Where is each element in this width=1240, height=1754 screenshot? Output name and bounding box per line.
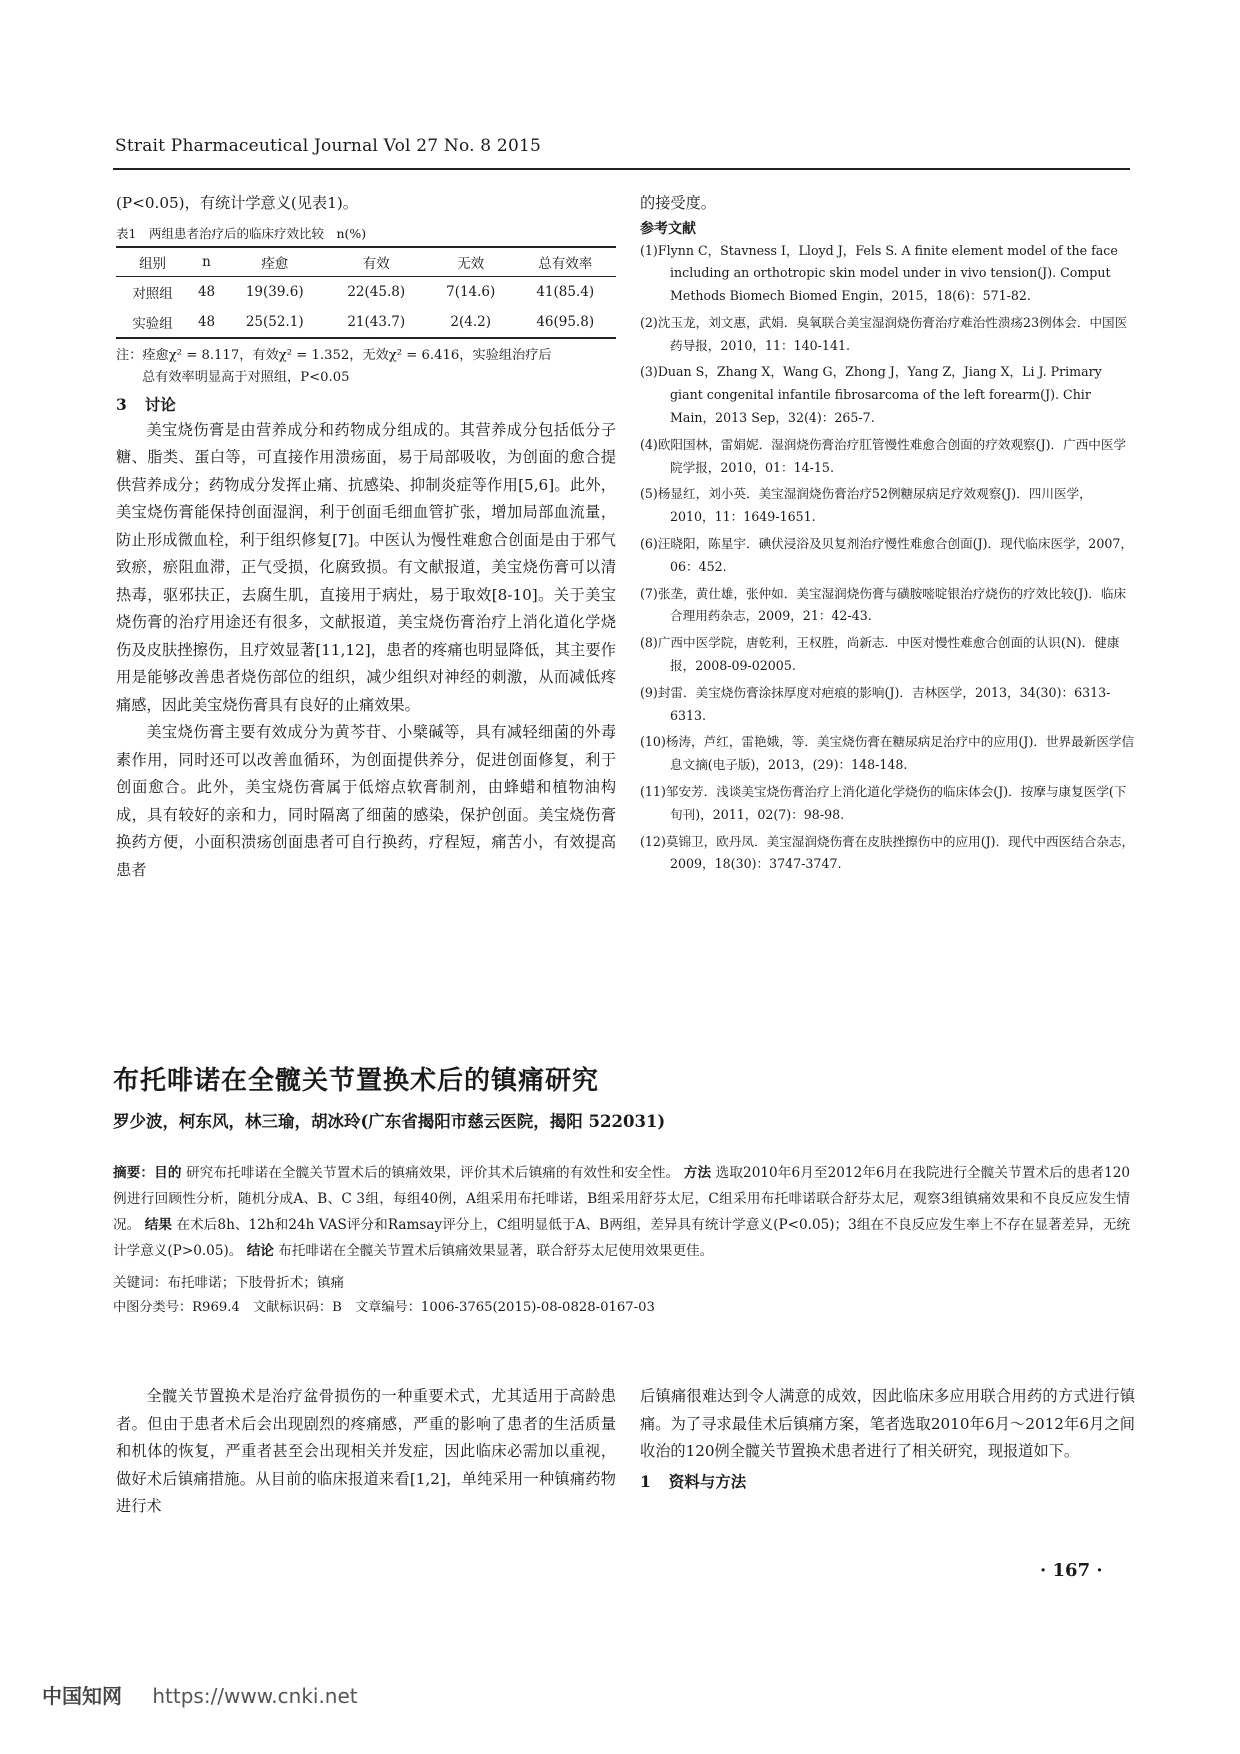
discussion-paragraph: 美宝烧伤膏主要有效成分为黄芩苷、小檗碱等，具有减轻细菌的外毒素作用，同时还可以改善血循环，为创面提供养分，促进创面修复，利于创面愈合。此外，美宝烧伤膏属于低熔点软膏制剂，由蜂蜡和植物油构成，具有较好的亲和力，同时隔离了细菌的感染，保护创面。美宝烧伤膏换药方便，小面积溃疡创面患者可自行换药，疗程短，痛苦小，有效提高患者 — [116, 723, 616, 879]
footer-watermark — [42, 1680, 358, 1709]
abstract-result: 在术后8h、12h和24h VAS评分和Ramsay评分上，C组明显低于A、B两组，差异具有统计学意义(P<0.05)；3组在不良反应发生率上不存在显著差异，无统计学意义(P>0.05)。 — [113, 1217, 1131, 1259]
abstract-method: 选取2010年6月至2012年6月在我院进行全髋关节置术后的患者120例进行回顾性分析，随机分成A、B、C 3组，每组40例，A组采用布托啡诺，B组采用舒芬太尼，C组采用布托啡诺联合舒芬太尼，观察3组镇痛效果和不良反应发生情况。 — [113, 1165, 1131, 1233]
reference-item: (11)邹安芳．浅谈美宝烧伤膏治疗上消化道化学烧伤的临床体会(J)．按摩与康复医学(下旬刊)，2011，02(7)：98-98. — [640, 784, 1127, 822]
table-header-cell: 总有效率 — [514, 247, 616, 277]
cnki-url[interactable]: https://www.cnki.net — [152, 1684, 358, 1708]
cnki-logo: 中国知网 — [42, 1684, 122, 1708]
page-number: · 167 · — [1040, 1560, 1103, 1581]
table-cell: 对照组 — [132, 285, 173, 302]
reference-item: (7)张垄，黄仕雄，张仲如．美宝湿润烧伤膏与磺胺嘧啶银治疗烧伤的疗效比较(J)．临床合理用药杂志，2009，21：42-43. — [640, 585, 1127, 624]
references-title: 参考文献 — [640, 220, 696, 237]
header-rule — [113, 168, 1130, 170]
table-cell: 41(85.4) — [536, 283, 595, 300]
reference-item: (3)Duan S，Zhang X，Wang G，Zhong J，Yang Z，Jiang X，Li J. Primary giant congenital infantile fibrosarcoma of the left forearm(J). Chir Main，2013 Sep，32(4)：265-7. — [640, 364, 1102, 426]
discussion-paragraph: 美宝烧伤膏是由营养成分和药物成分组成的。其营养成分包括低分子糖、脂类、蛋白等，可直接作用溃疡面，易于局部吸收，为创面的愈合提供营养成分；药物成分发挥止痛、抗感染、抑制炎症等作用[5,6]。此外，美宝烧伤膏能保持创面湿润，利于创面毛细血管扩张，增加局部血流量，防止形成微血栓，利于组织修复[7]。中医认为慢性难愈合创面是由于邪气致瘀，瘀阻血滞，正气受损，化腐致损。有文献报道，美宝烧伤膏可以清热毒，驱邪扶正，去腐生肌，直接用于病灶，易于取效[8-10]。关于美宝烧伤膏的治疗用途还有很多，文献报道，美宝烧伤膏治疗上消化道化学烧伤及皮肤挫擦伤，且疗效显著[11,12]，患者的疼痛也明显降低，其主要作用是能够改善患者烧伤部位的组织，减少组织对神经的刺激，从而减低疼痛感，因此美宝烧伤膏具有良好的止痛效果。 — [116, 420, 616, 714]
table-header-cell: n — [189, 247, 224, 277]
article-title: 布托啡诺在全髋关节置换术后的镇痛研究 — [113, 1066, 600, 1096]
classification-line: 中图分类号：R969.4 文献标识码：B 文章编号：1006-3765(2015)-08-0828-0167-03 — [113, 1300, 655, 1315]
result-label: 结果 — [144, 1217, 173, 1233]
method-label: 方法 — [683, 1165, 712, 1181]
left-column — [116, 190, 616, 884]
abstract-objective: 研究布托啡诺在全髋关节置术后的镇痛效果，评价其术后镇痛的有效性和安全性。 — [185, 1165, 680, 1181]
right-column — [640, 190, 1135, 880]
table-cell: 21(43.7) — [325, 307, 427, 338]
continuation-text: 的接受度。 — [640, 194, 716, 212]
table-note-line: 总有效率明显高于对照组，P<0.05 — [142, 369, 350, 385]
abstract-conclusion: 布托啡诺在全髋关节置术后镇痛效果显著，联合舒芬太尼使用效果更佳。 — [278, 1243, 714, 1259]
section-title: 讨论 — [144, 394, 176, 414]
section-heading — [116, 393, 616, 415]
reference-item: (9)封雷．美宝烧伤膏涂抹厚度对疤痕的影响(J)．吉林医学，2013，34(30)：6313-6313. — [640, 684, 1111, 723]
references-list — [640, 240, 1135, 877]
reference-item: (6)汪晓阳，陈星宇．碘伏浸浴及贝复剂治疗慢性难愈合创面(J)．现代临床医学，2007，06：452. — [640, 536, 1133, 574]
reference-item: (2)沈玉龙，刘文惠，武娟．臭氧联合美宝湿润烧伤膏治疗难治性溃疡23例体会．中国医药导报，2010，11：140-141. — [640, 314, 1128, 353]
table-header-cell: 有效 — [325, 247, 427, 277]
abstract-label: 摘要：目的 — [113, 1165, 182, 1181]
journal-header: Strait Pharmaceutical Journal Vol 27 No. 8 2015 — [115, 136, 541, 156]
table-cell: 46(95.8) — [514, 307, 616, 338]
table-cell: 7(14.6) — [446, 283, 496, 300]
table-cell: 48 — [197, 283, 216, 300]
table-cell: 22(45.8) — [347, 283, 406, 300]
reference-item: (12)莫锦卫，欧丹凤．美宝湿润烧伤膏在皮肤挫擦伤中的应用(J)．现代中西医结合杂志，2009，18(30)：3747-3747. — [640, 833, 1135, 872]
table-cell: 19(39.6) — [245, 283, 304, 300]
body-right-column — [640, 1383, 1135, 1494]
table-header-cell: 组别 — [116, 247, 189, 277]
body-paragraph: 全髋关节置换术是治疗盆骨损伤的一种重要术式，尤其适用于高龄患者。但由于患者术后会出现剧烈的疼痛感，严重的影响了患者的生活质量和机体的恢复，严重者甚至会出现相关并发症，因此临床必需加以重视，做好术后镇痛措施。从目前的临床报道来看[1,2]，单纯采用一种镇痛药物进行术 — [116, 1387, 616, 1515]
table-cell: 2(4.2) — [427, 307, 514, 338]
table-header-cell: 痊愈 — [224, 247, 326, 277]
table-cell: 实验组 — [116, 307, 189, 338]
reference-item: (5)杨显红，刘小英．美宝湿润烧伤膏治疗52例糖尿病足疗效观察(J)．四川医学，2010，11：1649-1651. — [640, 486, 1092, 525]
table-header-row — [116, 247, 616, 277]
continuation-text: (P<0.05)，有统计学意义(见表1)。 — [116, 194, 358, 212]
table-cell: 48 — [189, 307, 224, 338]
table-cell: 25(52.1) — [224, 307, 326, 338]
section-number: 1 — [640, 1471, 651, 1491]
table-note-line: 注：痊愈χ² = 8.117，有效χ² = 1.352，无效χ² = 6.416，实验组治疗后 — [116, 347, 552, 363]
reference-item: (1)Flynn C，Stavness I，Lloyd J，Fels S. A finite element model of the face including an orthotropic skin model under in vivo tension(J). Comput Methods Biomech Biomed Engin，2015，18(6)：571-82. — [640, 242, 1118, 304]
reference-item: (4)欧阳国林，雷娟妮．湿润烧伤膏治疗肛管慢性难愈合创面的疗效观察(J)．广西中医学院学报，2010，01：14-15. — [640, 436, 1127, 475]
conclusion-label: 结论 — [246, 1243, 274, 1259]
table-note — [116, 345, 616, 389]
table-caption: 表1 两组患者治疗后的临床疗效比较 n(%) — [116, 225, 367, 241]
section-title: 资料与方法 — [668, 1471, 747, 1491]
section-heading — [640, 1470, 1135, 1492]
body-paragraph: 后镇痛很难达到令人满意的成效，因此临床多应用联合用药的方式进行镇痛。为了寻求最佳术后镇痛方案，笔者选取2010年6月～2012年6月之间收治的120例全髋关节置换术患者进行了相关研究，现报道如下。 — [640, 1387, 1135, 1460]
reference-item: (8)广西中医学院，唐乾利，王权胜，尚新志．中医对慢性难愈合创面的认识(N)．健康报，2008-09-02005. — [640, 635, 1120, 674]
reference-item: (10)杨涛，芦红，雷艳娥，等．美宝烧伤膏在糖尿病足治疗中的应用(J)．世界最新医学信息文摘(电子版)，2013，(29)：148-148. — [640, 734, 1135, 773]
article-authors: 罗少波，柯东风，林三瑜，胡冰玲(广东省揭阳市慈云医院，揭阳 522031) — [113, 1112, 666, 1131]
efficacy-table — [116, 246, 616, 339]
table-row — [116, 307, 616, 338]
section-number: 3 — [116, 394, 127, 414]
keywords: 关键词：布托啡诺；下肢骨折术；镇痛 — [113, 1275, 345, 1291]
table-row — [116, 276, 616, 307]
table-header-cell: 无效 — [427, 247, 514, 277]
abstract — [113, 1160, 1130, 1264]
body-left-column — [116, 1383, 616, 1521]
